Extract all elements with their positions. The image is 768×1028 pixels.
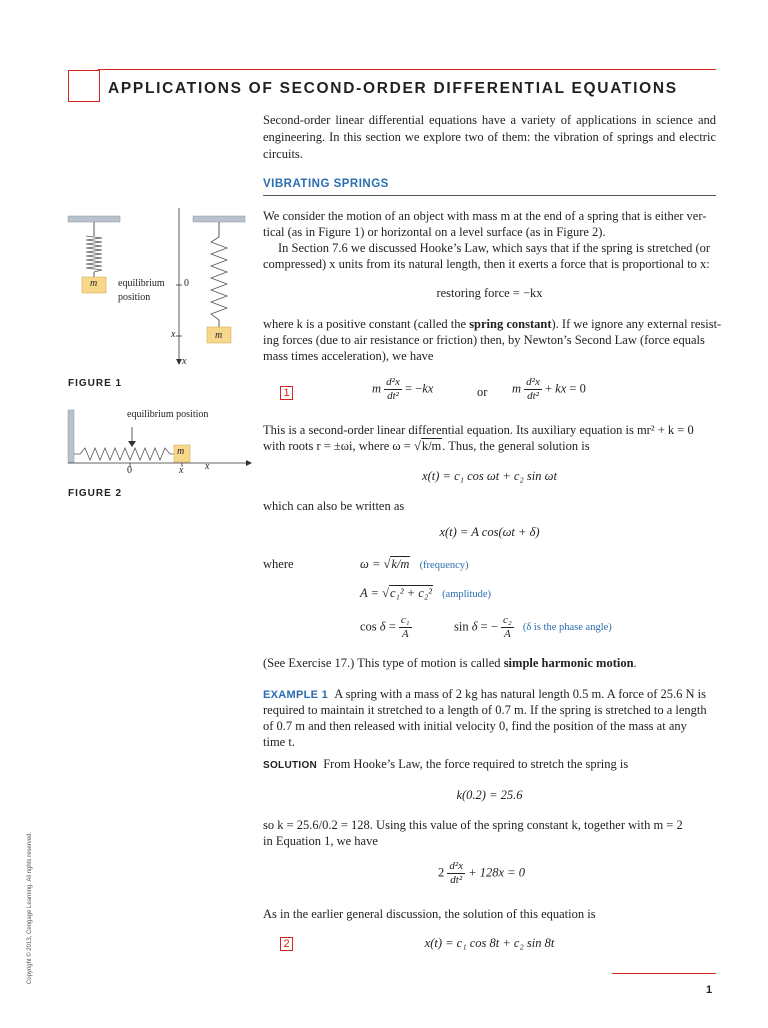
solution-label: SOLUTION [263, 760, 318, 771]
so-line1: so k = 25.6/0.2 = 128. Using this value of the spring constant k, together with m = 2 [263, 818, 683, 832]
figure-1-label: FIGURE 1 [68, 378, 123, 389]
solution-text1: From Hooke’s Law, the force required to stretch the spring is [323, 757, 629, 771]
eq1-number: 1 [280, 386, 293, 400]
solution-line1 [263, 756, 628, 774]
equation-1-right: m $\frac{\text{d²x}}{\text{dt²}}$ + kx = 0 [512, 376, 586, 402]
para1-line2: tical (as in Figure 1) or horizontal on a level surface (as in Figure 2). [263, 225, 606, 239]
where-label: where [263, 557, 294, 571]
para4-line1: This is a second-order linear differential equation. Its auxiliary equation is mr² + k = 0 [263, 423, 694, 437]
section-heading: VIBRATING SPRINGS [263, 178, 389, 190]
fig1-x-tick: x [171, 329, 176, 340]
sin-delta-def: sin δ = − $\frac{\text{c₂}}{A}$ (δ is the phase angle) [454, 614, 612, 640]
page-number: 1 [706, 984, 713, 996]
intro-paragraph: Second-order linear differential equations have a variety of applications in science and engineering. In this section we explore two of them: the vibration of springs and electric circuits. [263, 113, 716, 161]
fig1-mass-left: m [90, 278, 98, 289]
fig2-zero: 0 [127, 465, 132, 476]
equation-2: x(t) = c₁ cos 8t + c₂ sin 8t [424, 936, 555, 950]
fig1-mass-right: m [215, 330, 223, 341]
restoring-force-eq: restoring force = −kx [436, 286, 543, 300]
footer-rule [612, 973, 716, 974]
equation-1-left: m $\frac{\text{d²x}}{\text{dt²}}$ = −kx [372, 376, 434, 402]
page-title: APPLICATIONS OF SECOND-ORDER DIFFERENTIAL EQUATIONS [108, 80, 678, 97]
freq-note: (frequency) [419, 560, 469, 571]
example-text1: A spring with a mass of 2 kg has natural length 0.5 m. A force of 25.6 N is [334, 687, 707, 701]
eq-2x-coef: 2 [438, 865, 445, 880]
para4-line2: with roots r = ±ωi, where ω = √k/m. Thus, the general solution is [263, 439, 590, 453]
fig1-position: position [118, 292, 151, 303]
eq2-number: 2 [280, 937, 293, 951]
para4-b: . Thus, the general solution is [442, 439, 590, 453]
fig1-zero: 0 [184, 278, 189, 289]
para3-a: where k is a positive constant (called the [263, 317, 470, 331]
cos-delta-def: cos δ = $\frac{\text{c₁}}{A}$ [360, 614, 410, 640]
exercise-b: . [633, 656, 637, 670]
example-label: EXAMPLE 1 [263, 689, 329, 701]
para3-bold: spring constant [469, 317, 552, 331]
k-equation: k(0.2) = 25.6 [456, 788, 523, 802]
copyright-vertical: Copyright © 2013, Cengage Learning. All rights reserved. [27, 831, 33, 985]
fig2-mass: m [177, 446, 185, 457]
equation-2x: 2 $\frac{\text{d²x}}{\text{dt²}}$ + 128x = 0 [438, 860, 525, 886]
exercise-a: (See Exercise 17.) This type of motion is called [263, 656, 504, 670]
fig2-x-axis: x [205, 461, 210, 472]
eq-2x-rest: + 128x = 0 [468, 865, 525, 880]
amplitude-form-eq: x(t) = A cos(ωt + δ) [439, 525, 540, 539]
phase-note: (δ is the phase angle) [522, 622, 612, 634]
para1-line1: We consider the motion of an object with mass m at the end of a spring that is either ver- [263, 209, 707, 223]
fig1-equilibrium: equilibrium [118, 278, 165, 289]
example1-line3: of 0.7 m and then released with initial velocity 0, find the position of the mass at any [263, 719, 687, 733]
fig2-x-tick: x [179, 465, 184, 476]
example1-line4: time t. [263, 735, 295, 749]
amp-note: (amplitude) [442, 589, 492, 600]
fig1-x-axis: x [182, 356, 187, 367]
figure-2-label: FIGURE 2 [68, 488, 123, 499]
also-written: which can also be written as [263, 499, 405, 513]
para2-line1: In Section 7.6 we discussed Hooke’s Law, which says that if the spring is stretched (or [278, 241, 711, 255]
example1-line2: required to maintain it stretched to a length of 0.7 m. If the spring is stretched to a length [263, 703, 707, 717]
para3-b: ). If we ignore any external resist- [551, 317, 722, 331]
para3-line3: mass times acceleration), we have [263, 349, 434, 363]
para2-line2: compressed) x units from its natural length, then it exerts a force that is proportional to x: [263, 257, 710, 271]
para3-line1 [263, 316, 723, 333]
para3-line2: ing forces (due to air resistance or friction) then, by Newton’s Second Law (force equals [263, 333, 705, 347]
title-box [68, 70, 100, 102]
so-line2: in Equation 1, we have [263, 834, 378, 848]
title-rule [98, 69, 716, 70]
section-rule [263, 195, 716, 196]
as-earlier: As in the earlier general discussion, the solution of this equation is [263, 907, 596, 921]
exercise-bold: simple harmonic motion [503, 656, 634, 670]
fig2-equilibrium: equilibrium position [127, 409, 209, 420]
para4-a: with roots r = ±ωi, where ω = [263, 439, 414, 453]
eq1-or: or [477, 385, 488, 399]
general-solution-eq: x(t) = c₁ cos ωt + c₂ sin ωt [422, 469, 557, 483]
omega-def: ω = √k/m (frequency) [360, 557, 469, 571]
amplitude-def: A = √c₁² + c₂² (amplitude) [360, 586, 492, 600]
exercise-line [263, 655, 637, 672]
para4-sqrt: k/m [421, 439, 442, 453]
